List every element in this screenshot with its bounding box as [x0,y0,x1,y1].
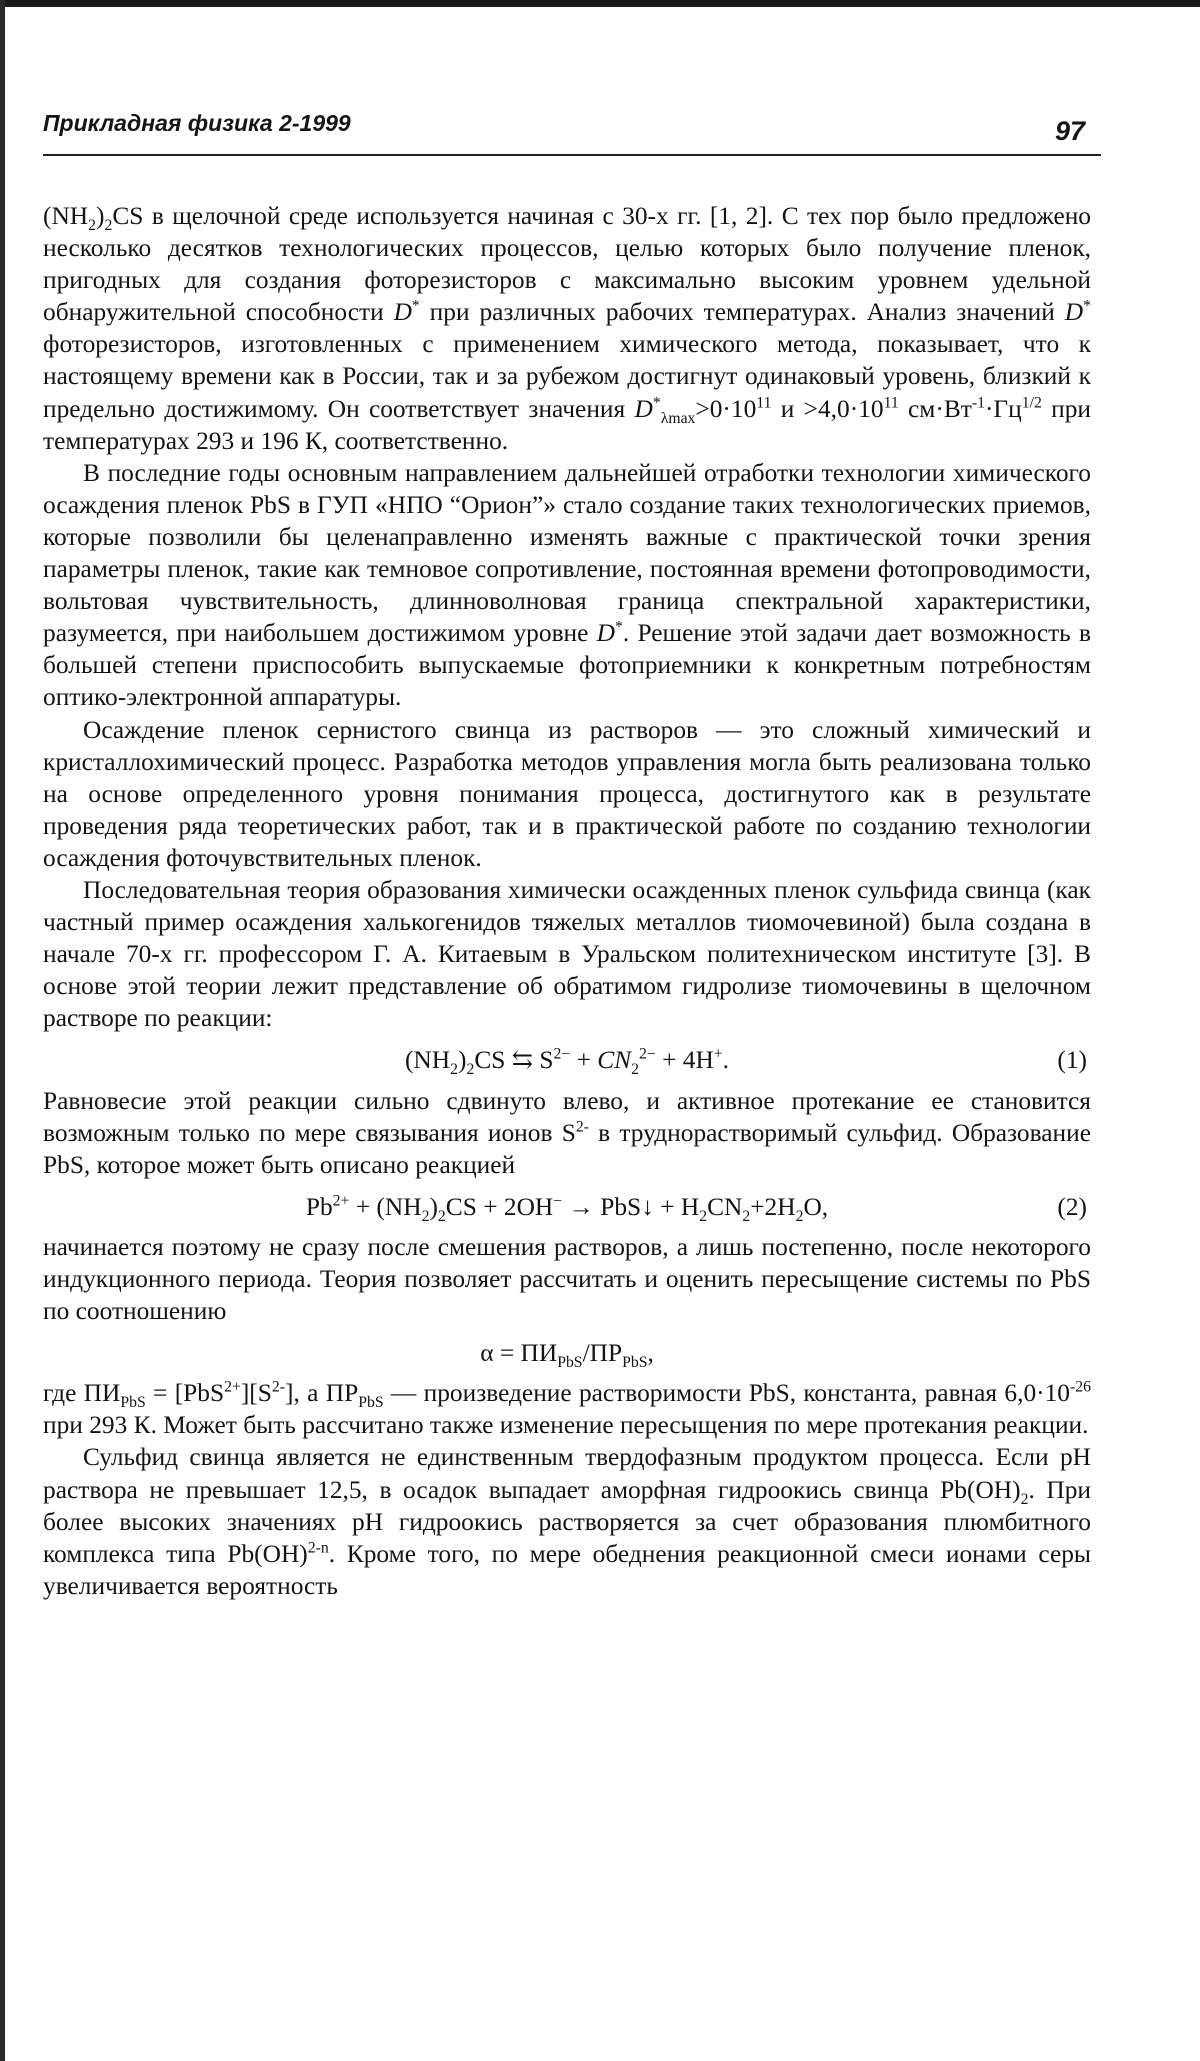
article-body [43,200,1091,1602]
equation-2-number: (2) [1057,1192,1087,1221]
paragraph-2: В последние годы основным направлением дальнейшей отработки технологии химического осаждения пленок PbS в ГУП «НПО “Орион”» стало создание таких технологических приемов, которые позволили бы целенаправленно изменять важные с практической точки зрения параметры пленок, такие как темновое сопротивление, постоянная времени фотопроводимости, вольтовая чувствительность, длинноволновая граница спектральной характеристики, разумеется, при наибольшем достижимом уровне D*. Решение этой задачи дает возможность в большей степени приспособить выпускаемые фотоприемники к конкретным потребностям оптико-электронной аппаратуры. [43,458,1091,712]
paragraph-6: начинается поэтому не сразу после смешения растворов, а лишь постепенно, после некоторого индукционного периода. Теория позволяет рассчитать и оценить пересыщение системы по PbS по соотношению [43,1232,1091,1326]
paragraph-4: Последовательная теория образования химически осажденных пленок сульфида свинца (как частный пример осаждения халькогенидов тяжелых металлов тиомочевиной) была создана в начале 70-х гг. профессором Г. А. Китаевым в Уральском политехническом институте [3]. В основе этой теории лежит представление об обратимом гидролизе тиомочевины в щелочном растворе по реакции: [43,875,1091,1033]
equation-3: $\alpha = ПИ_{PbS}/ПР_{PbS}$, [480,1339,654,1372]
equation-1: $(NH_2)_2CS$ ⇆ $S^{2-} + CN_2^{2-} + 4H^+$. (1) [404,1045,1087,1079]
paragraph-1: $(NH_2)_2CS$ в щелочной среде используется начиная с 30-х гг. [1, 2]. С тех пор было предложено несколько десятков технологических процессов, целью которых было получение пленок, пригодных для создания фоторезисторов с максимально высоким уровнем удельной обнаружительной способности D* при различных рабочих температурах. Анализ значений D* фоторезисторов, изготовленных с применением химического метода, показывает, что к настоящему времени как в России, так и за рубежом достигнут одинаковый уровень, близкий к предельно достижимому. Он соответствует значения $D^*_{\lambda max}>0\cdot 10^{11}$ $и >4,0\cdot 10^{11}$ $см\cdot Вт^{-1}\cdot Гц^{1/2}$ при температурах 293 и 196 К, соответственно. [43,202,1091,455]
left-border [0,0,5,2061]
paragraph-7: где $ПИ_{PbS} = [PbS^{2+}][S^{2-}]$, а $ПР_{PbS}$ — произведение растворимости PbS, константа, равная $6,0\cdot 10^{-26}$ при 293 К. Может быть рассчитано также изменение пересыщения по мере протекания реакции. [43,1378,1091,1440]
equation-2: $Pb^{2+} + (NH_2)_2CS + 2OH^-$ → PbS↓ + $H_2CN_2+2H_2O$, (2) [305,1192,1087,1225]
paragraph-8: Сульфид свинца является не единственным твердофазным продуктом процесса. Если pH раствора не превышает 12,5, в осадок выпадает аморфная гидроокись свинца $Pb(OH)_2$. При более высоких значениях pH гидроокись растворяется за счет образования плюмбитного комплекса типа Pb(OH)$^{2-n}$. Кроме того, по мере обеднения реакционной смеси ионами серы увеличивается вероятность [43,1443,1091,1600]
paragraph-5: Равновесие этой реакции сильно сдвинуто влево, и активное протекание ее становится возможным только по мере связывания ионов $S^{2-}$ в труднорастворимый сульфид. Образование PbS, которое может быть описано реакцией [43,1086,1091,1179]
journal-title: Прикладная физика 2-1999 [43,110,351,136]
paragraph-3: Осаждение пленок сернистого свинца из растворов — это сложный химический и кристаллохимический процесс. Разработка методов управления могла быть реализована только на основе определенного уровня понимания процесса, достигнутого как в результате проведения ряда теоретических работ, так и в практической работе по созданию технологии осаждения фоточувствительных пленок. [43,715,1091,872]
top-border [0,0,1200,7]
running-header [43,108,1101,156]
page-number: 97 [1054,116,1085,146]
equation-1-number: (1) [1057,1046,1087,1075]
